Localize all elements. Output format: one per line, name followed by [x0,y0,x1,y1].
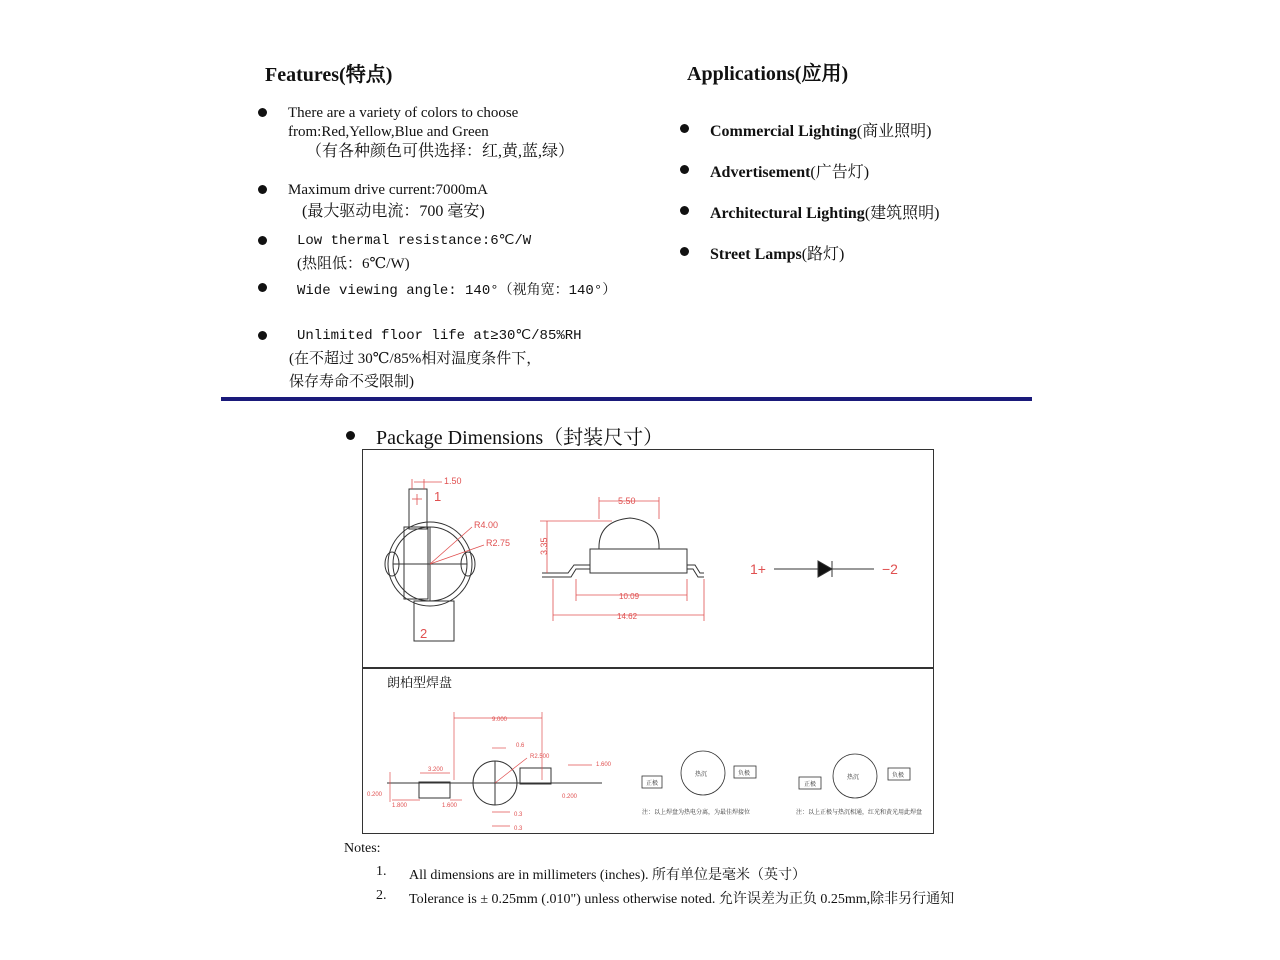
dim-pad-height: 1.600 [596,762,612,768]
dim-total-width: 14.62 [617,612,638,621]
bullet [258,185,267,194]
feature-line-cn: (热阻低：6℃/W) [297,256,410,272]
application-cn: (广告灯) [810,164,870,181]
dim-pad-len: 3.200 [428,767,444,773]
dim-pad-w1: 1.800 [392,803,408,809]
application-name: Street Lamps [710,246,802,263]
note-number: 1. [376,864,387,879]
application-item-street [710,241,844,264]
application-cn: (路灯) [801,246,845,263]
lens-dome [599,518,659,549]
dim-gap: 0.6 [516,743,525,749]
led-side-view [542,518,704,577]
dim-body-width: 10.09 [619,592,640,601]
label-negative-1: 负极 [738,771,751,777]
bullet [680,206,689,215]
application-name: Commercial Lighting [710,123,857,140]
feature-line-cn: (在不超过 30℃/85%相对温度条件下， [289,351,542,367]
feature-line: Unlimited floor life at≥30℃/85%RH [297,328,582,344]
pad-note-2: 注：以上正极与热沉相通，红光和黄光用此焊盘 [796,810,923,816]
feature-line-cn: （有各种颜色可供选择：红,黄,蓝,绿） [306,143,575,160]
label-heat-sink-1: 热沉 [695,772,708,778]
application-item-advertisement [710,159,869,182]
dim-total: 9.000 [492,717,508,723]
applications-heading: Applications(应用) [687,63,849,85]
package-dimensions-heading: Package Dimensions（封装尺寸） [376,427,664,449]
application-cn: (建筑照明) [864,205,940,222]
pad-section-title: 朗柏型焊盘 [387,676,453,691]
pin1-lead [409,489,427,529]
dim-left: 0.200 [367,792,383,798]
dim-right: 0.200 [562,794,578,800]
feature-line-cn: 保存寿命不受限制) [289,374,414,390]
dim-pin-width: 1.50 [444,476,462,486]
dim-dome-width: 5.50 [618,496,636,506]
bullet [680,124,689,133]
feature-line: from:Red,Yellow,Blue and Green [288,124,489,140]
section-divider [221,397,1032,401]
application-cn: (商业照明) [856,123,932,140]
package-outline-drawing [362,449,934,667]
pin1-label: 1 [434,489,442,504]
note-text: All dimensions are in millimeters (inches). 所有单位是毫米（英寸） [409,868,807,883]
label-negative-2: 负极 [892,773,905,779]
label-heat-sink-2: 热沉 [847,775,860,781]
feature-item-current [288,181,488,221]
bullet [258,236,267,245]
bullet [258,283,267,292]
dim-small-1: 0.3 [514,812,523,818]
feature-item-thermal [297,232,531,274]
label-positive-2: 正极 [804,782,817,788]
dim-pad-w2: 1.600 [442,803,458,809]
bullet [346,431,355,440]
bullet [258,108,267,117]
feature-line: Maximum drive current:7000mA [288,182,488,198]
bullet [680,165,689,174]
diode-symbol [774,561,874,577]
pad-note-1: 注：以上焊盘为热电分离，为最佳焊接位 [642,810,751,816]
led-top-view [385,489,475,641]
note-number: 2. [376,888,387,903]
label-positive-1: 正极 [646,781,659,787]
radius-inner-label: R2.75 [486,538,511,548]
feature-line: Low thermal resistance:6℃/W [297,233,532,249]
feature-item-floor-life [289,327,582,392]
cathode-label: −2 [882,561,898,577]
notes-label: Notes: [344,841,381,856]
application-name: Architectural Lighting [710,205,865,222]
drawing-frame-divider [362,667,934,669]
bullet [258,331,267,340]
feature-line: There are a variety of colors to choose [288,105,519,121]
bullet [680,247,689,256]
dim-height: 3.35 [539,537,549,555]
feature-item-angle: Wide viewing angle: 140°（视角宽：140°） [297,283,617,299]
feature-line-cn: (最大驱动电流：700 毫安) [302,203,485,220]
radius-outer-label: R4.00 [474,520,499,530]
pin2-label: 2 [420,626,428,641]
features-heading: Features(特点) [265,64,393,86]
application-item-commercial [710,118,931,141]
application-item-architectural [710,200,939,223]
feature-item-colors [288,104,574,161]
anode-label: 1+ [750,561,766,577]
dim-small-2: 0.3 [514,826,523,832]
solder-pad-drawing [362,690,934,832]
side-view-dimension-lines [540,497,704,621]
application-name: Advertisement [710,164,811,181]
dim-radius: R2.500 [530,754,550,760]
note-text: Tolerance is ± 0.25mm (.010") unless otherwise noted. 允许误差为正负 0.25mm,除非另行通知 [409,892,955,907]
